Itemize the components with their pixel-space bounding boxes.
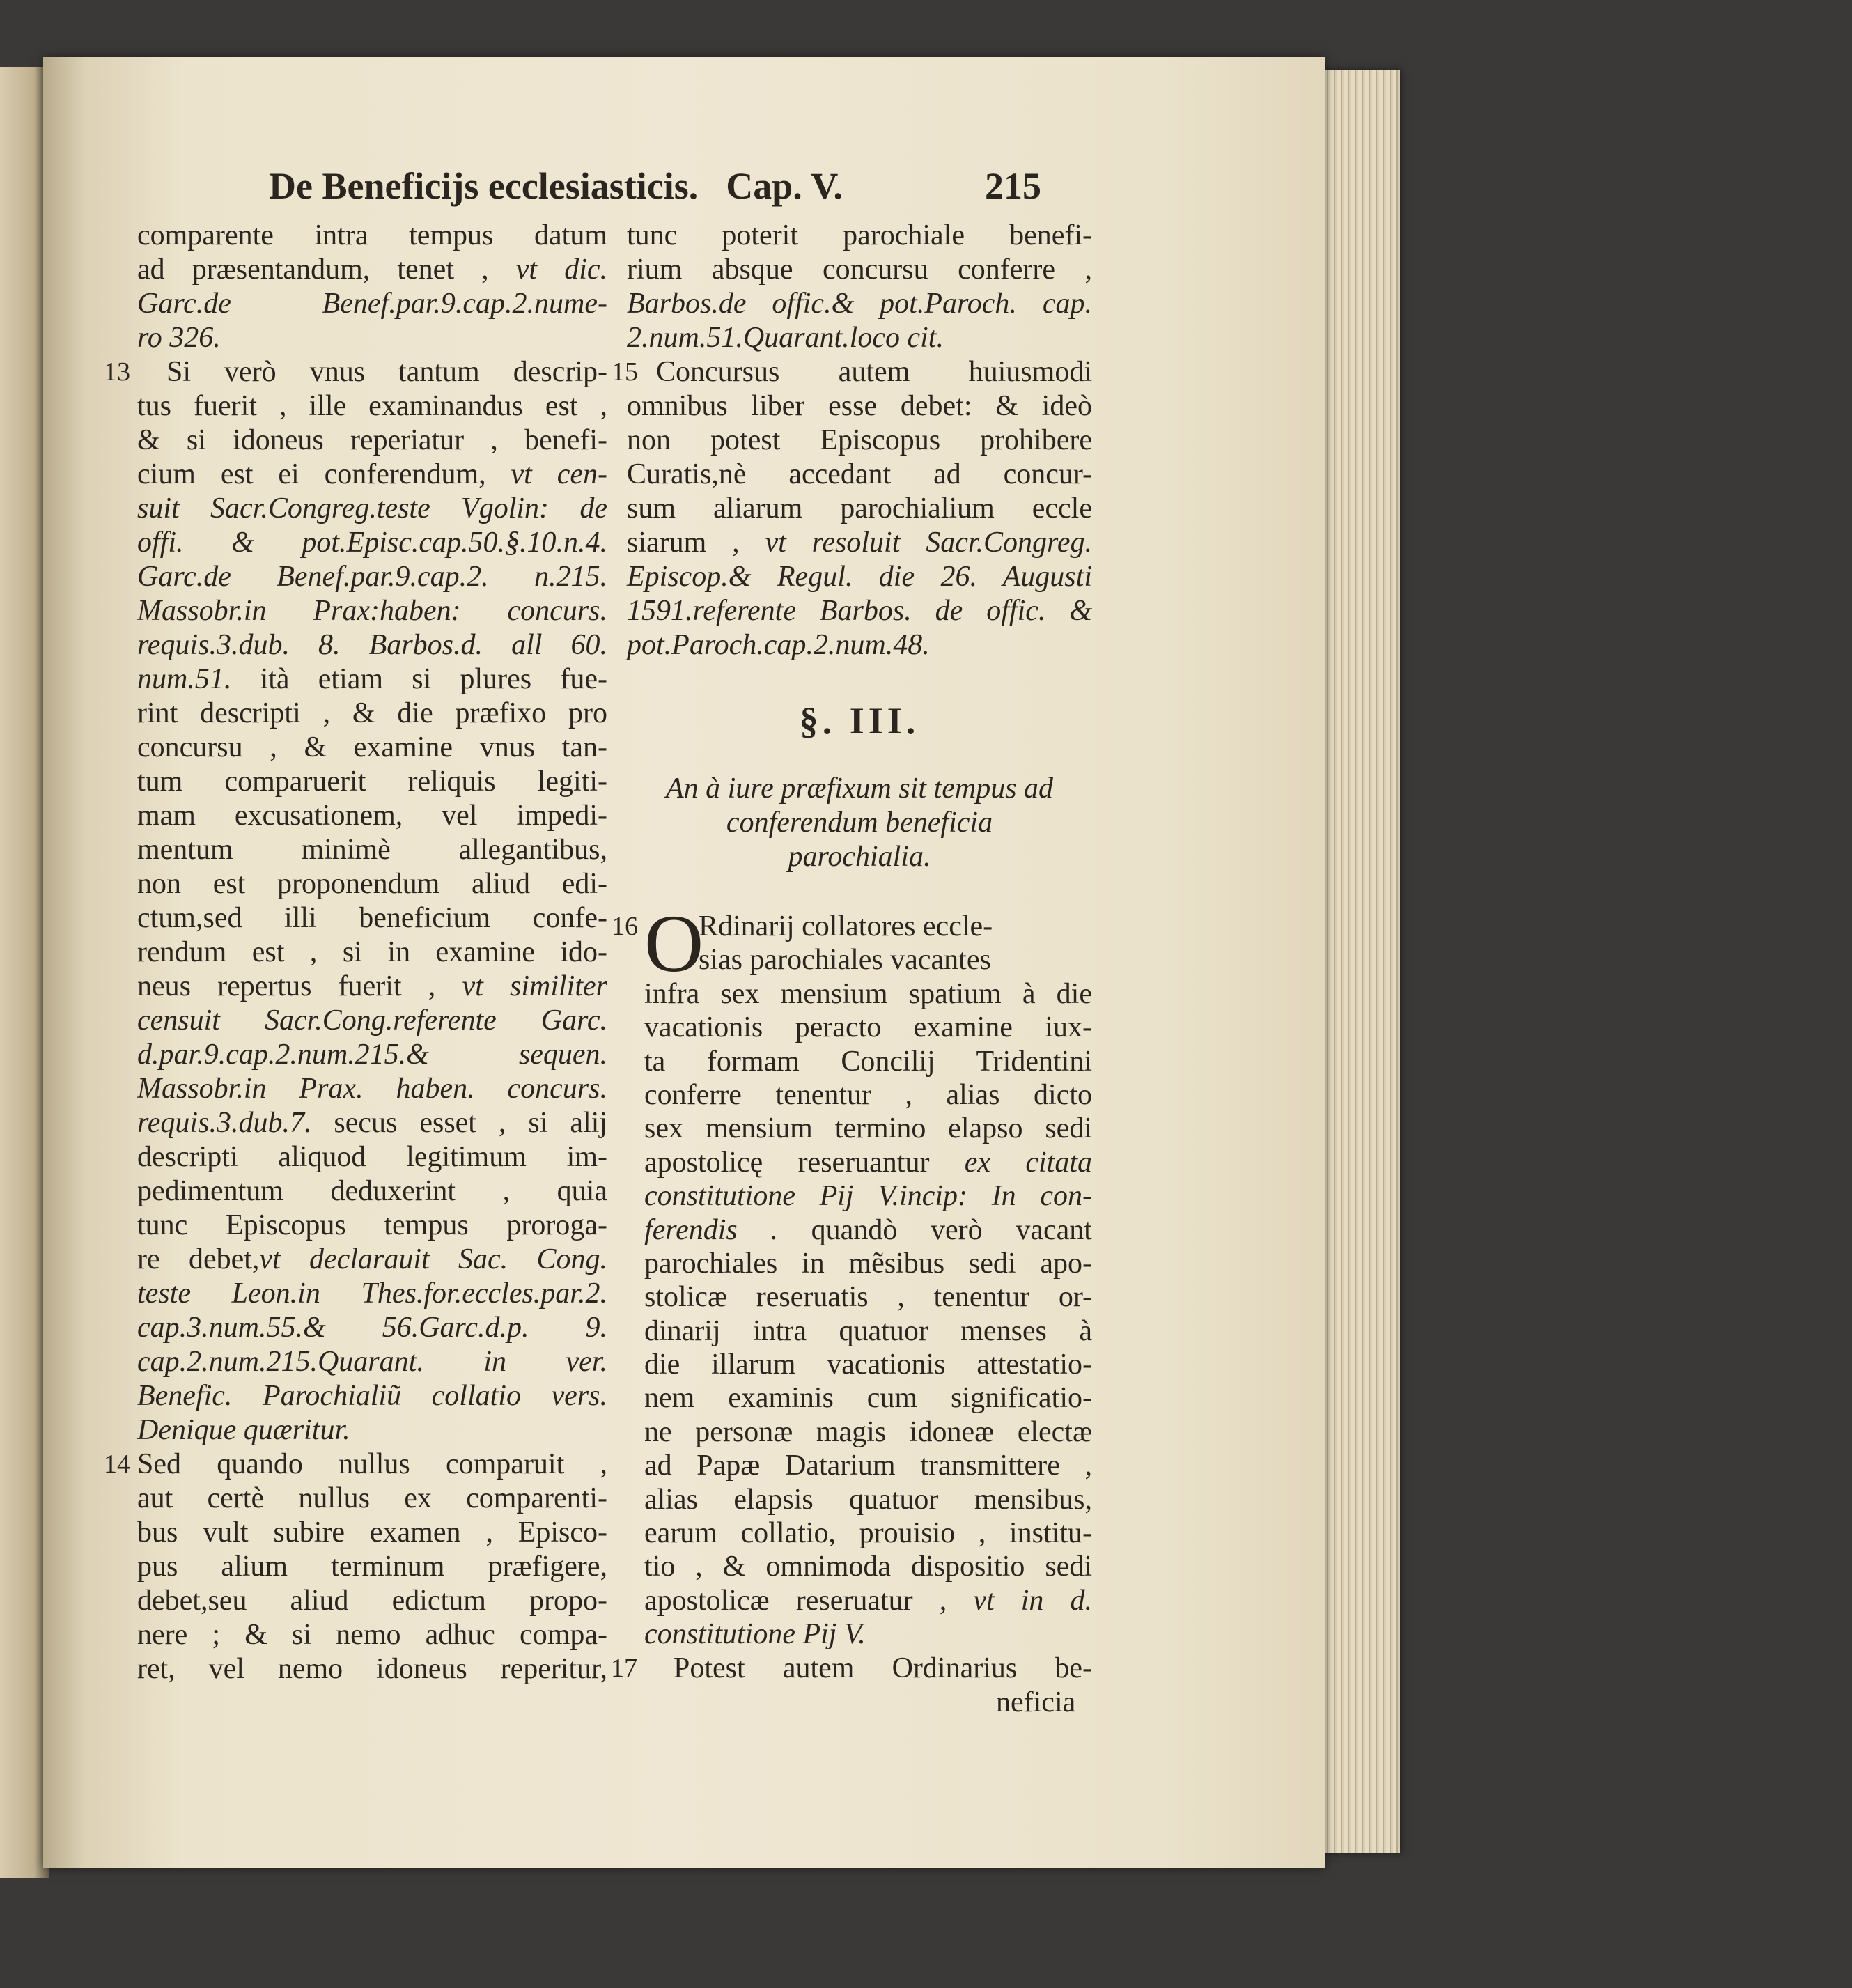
- text-line: [137, 1277, 607, 1311]
- body-text: nere ; & si nemo adhuc compa-: [137, 1619, 607, 1651]
- body-text: siarum ,: [627, 527, 765, 559]
- section-title: §. III.: [799, 700, 920, 742]
- running-title: De Beneficijs ecclesiasticis.: [269, 165, 699, 207]
- text-line: [644, 1146, 1092, 1179]
- body-text: Si verò vnus tantum descrip-: [166, 356, 607, 388]
- text-line: [137, 970, 607, 1004]
- text-line: [644, 1381, 1092, 1415]
- text-line: [137, 287, 607, 321]
- citation-text: vt declarauit Sac. Cong.: [259, 1243, 607, 1275]
- body-text: sex mensium termino elapso sedi: [644, 1112, 1092, 1145]
- citation-text: constitutione Pij V.: [644, 1618, 866, 1651]
- text-line: [137, 253, 607, 287]
- citation-text: vt cen-: [511, 458, 607, 490]
- text-line: [627, 628, 1092, 662]
- body-text: concursu , & examine vnus tan-: [137, 731, 607, 763]
- text-line: [627, 594, 1092, 628]
- citation-text: Garc.de Benef.par.9.cap.2. n.215.: [137, 561, 607, 593]
- marginal-number: 15: [612, 357, 638, 387]
- body-text: parochiales in mẽsibus sedi apo-: [644, 1247, 1092, 1280]
- text-line: [137, 1106, 607, 1140]
- text-line: [137, 799, 607, 833]
- citation-text: offi. & pot.Episc.cap.50.§.10.n.4.: [137, 527, 607, 559]
- text-line: [137, 1311, 607, 1345]
- citation-text: Benefic. Parochialiũ collatio vers.: [137, 1380, 607, 1412]
- body-text: ad Papæ Datarium transmittere ,: [644, 1450, 1092, 1482]
- body-text: Curatis,nè accedant ad concur-: [627, 458, 1092, 490]
- text-line: [644, 1483, 1092, 1516]
- body-text: omnibus liber esse debet: & ideò: [627, 390, 1092, 422]
- text-line: [137, 1516, 607, 1550]
- text-line: [644, 1011, 1092, 1044]
- citation-text: Denique quæritur.: [137, 1414, 350, 1446]
- body-text: tum comparuerit reliquis legiti-: [137, 766, 607, 798]
- body-text: die illarum vacationis attestatio-: [644, 1349, 1092, 1381]
- body-text: ne personæ magis idoneæ electæ: [644, 1415, 1092, 1448]
- citation-text: cap.2.num.215.Quarant. in ver.: [137, 1346, 607, 1378]
- text-line: [137, 1140, 607, 1174]
- citation-text: Episcop.& Regul. die 26. Augusti: [627, 561, 1092, 593]
- body-text: ta formam Concilij Tridentini: [644, 1045, 1092, 1078]
- text-line: [137, 1174, 607, 1209]
- text-line: [627, 492, 1092, 526]
- chapter-label: Cap. V.: [726, 165, 843, 207]
- heading-line: conferendum beneficia: [726, 807, 993, 839]
- drop-cap: O: [644, 898, 704, 989]
- citation-text: ex citata: [964, 1146, 1092, 1179]
- body-text: ità etiam si plures fue-: [231, 663, 607, 695]
- heading-line: parochialia.: [788, 841, 931, 873]
- body-text: re debet,: [137, 1243, 260, 1275]
- text-line: [644, 1247, 1092, 1280]
- body-text: tunc poterit parochiale benefi-: [627, 219, 1092, 251]
- body-text: tunc Episcopus tempus proroga-: [137, 1209, 607, 1241]
- body-text: tus fuerit , ille examinandus est ,: [137, 390, 607, 422]
- body-text: Concursus autem huiusmodi: [656, 356, 1092, 388]
- text-line: [611, 1652, 1092, 1685]
- body-text: neus repertus fuerit ,: [137, 970, 462, 1002]
- citation-text: 1591.referente Barbos. de offic. &: [627, 595, 1092, 627]
- text-line: [627, 424, 1092, 458]
- text-line: [644, 1045, 1092, 1078]
- citation-text: requis.3.dub. 8. Barbos.d. all 60.: [137, 629, 607, 661]
- body-text: Potest autem Ordinarius be-: [674, 1652, 1092, 1684]
- text-line: [627, 526, 1092, 560]
- text-line: [137, 628, 607, 662]
- text-line: [137, 935, 607, 970]
- citation-text: vt resoluit Sacr.Congreg.: [765, 527, 1092, 559]
- body-text: aut certè nullus ex comparenti-: [137, 1482, 607, 1514]
- text-line: [627, 321, 1092, 355]
- text-line: [137, 1379, 607, 1413]
- text-line: [137, 1209, 607, 1243]
- text-line: [137, 731, 607, 765]
- citation-text: constitutione Pij V.incip: In con-: [644, 1180, 1092, 1213]
- text-line: [644, 1112, 1092, 1145]
- citation-text: Barbos.de offic.& pot.Paroch. cap.: [627, 288, 1092, 320]
- text-line: [137, 765, 607, 799]
- text-line: [644, 1449, 1092, 1482]
- citation-text: ferendis .: [644, 1213, 778, 1246]
- body-text: dinarij intra quatuor menses à: [644, 1314, 1092, 1347]
- text-line: [137, 321, 607, 355]
- text-line: [644, 977, 1092, 1011]
- text-line: [627, 287, 1092, 321]
- body-text: non potest Episcopus prohibere: [627, 424, 1092, 456]
- citation-text: Massobr.in Prax:haben: concurs.: [137, 595, 607, 627]
- text-line: [627, 219, 1092, 253]
- text-line: [137, 458, 607, 492]
- text-line: [104, 1447, 607, 1482]
- body-text: mam excusationem, vel impedi-: [137, 800, 607, 832]
- body-text: rint descripti , & die præfixo pro: [137, 697, 607, 729]
- text-line: [137, 1550, 607, 1584]
- body-text: sias parochiales vacantes: [699, 944, 991, 977]
- body-text: infra sex mensium spatium à die: [644, 977, 1092, 1010]
- citation-text: requis.3.dub.7.: [137, 1107, 312, 1139]
- body-text: debet,seu aliud edictum propo-: [137, 1585, 607, 1617]
- text-line: [137, 492, 607, 526]
- text-line: [137, 901, 607, 935]
- text-line: [644, 1213, 1092, 1247]
- text-line: [137, 1413, 607, 1447]
- text-line: [644, 1617, 1092, 1651]
- text-line: [137, 1004, 607, 1038]
- citation-text: d.par.9.cap.2.num.215.& sequen.: [137, 1039, 607, 1071]
- body-text: bus vult subire examen , Episco-: [137, 1516, 607, 1548]
- right-column: [612, 219, 1092, 662]
- text-line: [627, 560, 1092, 594]
- running-header: [269, 164, 843, 208]
- citation-text: num.51.: [137, 663, 232, 695]
- body-text: pus alium terminum præfigere,: [137, 1551, 607, 1583]
- text-line: [644, 1415, 1092, 1449]
- text-line: [644, 943, 1092, 977]
- facing-page-edge: [0, 67, 49, 1878]
- body-text: pedimentum deduxerint , quia: [137, 1175, 607, 1207]
- body-text: rendum est , si in examine ido-: [137, 936, 607, 968]
- text-line: [644, 1348, 1092, 1381]
- body-text: rium absque concursu conferre ,: [627, 254, 1092, 286]
- heading-line: An à iure præfixum sit tempus ad: [665, 772, 1054, 805]
- text-line: [137, 1618, 607, 1652]
- body-text: alias elapsis quatuor mensibus,: [644, 1483, 1092, 1516]
- body-text: secus esset , si alij: [311, 1107, 607, 1139]
- text-line: [137, 594, 607, 628]
- citation-text: vt dic.: [515, 254, 607, 286]
- marginal-number: 14: [104, 1450, 130, 1479]
- marginal-number: 13: [104, 357, 130, 387]
- text-line: [644, 1179, 1092, 1213]
- body-text: ctum,sed illi beneficium confe-: [137, 902, 607, 934]
- left-column: [104, 219, 607, 1686]
- text-line: [137, 833, 607, 867]
- text-line: [137, 424, 607, 458]
- body-text: ad præsentandum, tenet ,: [137, 254, 516, 286]
- text-line: [137, 1652, 607, 1686]
- citation-text: cap.3.num.55.& 56.Garc.d.p. 9.: [137, 1312, 607, 1344]
- text-line: [627, 253, 1092, 287]
- text-line: [137, 1072, 607, 1106]
- marginal-number: 17: [611, 1653, 637, 1683]
- body-text: & si idoneus reperiatur , benefi-: [137, 424, 607, 456]
- text-line: [137, 560, 607, 594]
- section-heading: [627, 772, 1092, 874]
- text-line: [137, 526, 607, 560]
- body-text: Rdinarij collatores eccle-: [699, 910, 993, 942]
- text-line: [137, 219, 607, 253]
- text-line: [627, 389, 1092, 424]
- body-text: Sed quando nullus comparuit ,: [137, 1448, 607, 1480]
- body-text: comparente intra tempus datum: [137, 219, 607, 251]
- body-text: nem examinis cum significatio-: [644, 1382, 1092, 1415]
- citation-text: pot.Paroch.cap.2.num.48.: [627, 629, 930, 661]
- body-text: vacationis peracto examine iux-: [644, 1011, 1092, 1044]
- page-number: 215: [985, 165, 1041, 207]
- text-line: [644, 910, 1092, 943]
- body-text: non est proponendum aliud edi-: [137, 868, 607, 900]
- text-line: [644, 1078, 1092, 1112]
- text-line: [137, 1482, 607, 1516]
- body-text: earum collatio, prouisio , institu-: [644, 1517, 1092, 1550]
- text-line: [644, 1516, 1092, 1550]
- body-text: stolicæ reseruatis , tenentur or-: [644, 1281, 1092, 1314]
- citation-text: teste Leon.in Thes.for.eccles.par.2.: [137, 1278, 607, 1310]
- body-text: quandò verò vacant: [777, 1213, 1092, 1246]
- text-line: [137, 1584, 607, 1618]
- citation-text: Massobr.in Prax. haben. concurs.: [137, 1073, 607, 1105]
- citation-text: suit Sacr.Congreg.teste Vgolin: de: [137, 492, 607, 525]
- text-line: [644, 1550, 1092, 1583]
- text-line: [627, 458, 1092, 492]
- citation-text: censuit Sacr.Cong.referente Garc.: [137, 1004, 607, 1036]
- text-line: [137, 867, 607, 901]
- text-line: [137, 662, 607, 697]
- body-text: descripti aliquod legitimum im-: [137, 1141, 607, 1173]
- page-stack-edge: [1316, 70, 1400, 1853]
- text-line: [612, 355, 1092, 389]
- citation-text: vt similiter: [462, 970, 607, 1002]
- text-line: [644, 1280, 1092, 1314]
- catchword: neficia: [996, 1686, 1076, 1718]
- text-line: [644, 1314, 1092, 1348]
- body-text: cium est ei conferendum,: [137, 458, 511, 490]
- text-line: [137, 389, 607, 424]
- text-line: [137, 697, 607, 731]
- body-text: sum aliarum parochialium eccle: [627, 492, 1092, 525]
- body-text: conferre tenentur , alias dicto: [644, 1078, 1092, 1111]
- body-text: tio , & omnimoda dispositio sedi: [644, 1551, 1092, 1583]
- citation-text: 2.num.51.Quarant.loco cit.: [627, 322, 944, 354]
- marginal-number: 16: [612, 912, 638, 941]
- citation-text: ro 326.: [137, 322, 221, 354]
- body-text: apostolicæ reseruatur ,: [644, 1584, 974, 1617]
- citation-text: vt in d.: [973, 1584, 1092, 1617]
- text-line: [137, 1243, 607, 1277]
- text-line: [137, 1345, 607, 1379]
- body-text: apostolicę reseruantur: [644, 1146, 965, 1179]
- text-line: [644, 1584, 1092, 1617]
- citation-text: Garc.de Benef.par.9.cap.2.nume-: [137, 288, 607, 320]
- text-line: [137, 1038, 607, 1072]
- text-line: [104, 355, 607, 389]
- body-text: ret, vel nemo idoneus reperitur,: [137, 1653, 607, 1685]
- body-text: mentum minimè allegantibus,: [137, 834, 607, 866]
